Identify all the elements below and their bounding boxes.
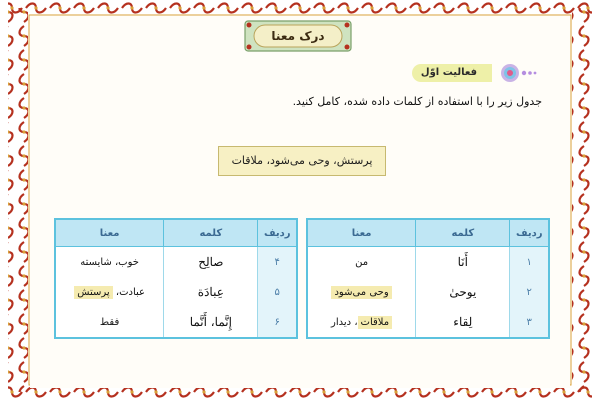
- word-cell: أَنَا: [416, 247, 510, 278]
- table-header-row: [307, 219, 549, 247]
- word-bank-text: پرستش، وحی می‌شود، ملاقات: [231, 154, 373, 167]
- table-header-row: [55, 219, 297, 247]
- instruction-text: جدول زیر را با استفاده از کلمات داده شده، کامل کنید.: [292, 95, 542, 108]
- row-number: ۶: [258, 307, 297, 338]
- row-number: ۴: [258, 247, 297, 278]
- activity-header: [412, 62, 542, 84]
- table-row: [55, 247, 297, 278]
- header-kalame: کلمه: [164, 219, 258, 247]
- meaning-cell: [307, 307, 416, 338]
- row-number: ۳: [510, 307, 549, 338]
- row-number: ۲: [510, 277, 549, 307]
- meaning-cell: [307, 247, 416, 278]
- word-cell: إِنَّما، أَنَّما: [164, 307, 258, 338]
- word-cell: یوحیٰ: [416, 277, 510, 307]
- meaning-text: فقط: [99, 316, 120, 328]
- meaning-cell: [307, 277, 416, 307]
- header-mana: معنا: [55, 219, 164, 247]
- meaning-text: خوب، شایسته: [80, 256, 139, 268]
- header-radif: ردیف: [510, 219, 549, 247]
- table-row: [307, 307, 549, 338]
- meaning-cell: [55, 277, 164, 307]
- meaning-cell: [55, 247, 164, 278]
- meaning-text: ، دیدار: [331, 316, 358, 328]
- row-number: ۵: [258, 277, 297, 307]
- meaning-cell: [55, 307, 164, 338]
- flower-icon: [496, 62, 542, 84]
- vocab-table-right: [306, 218, 550, 339]
- word-cell: لِقاء: [416, 307, 510, 338]
- row-number: ۱: [510, 247, 549, 278]
- vocab-table-left: [54, 218, 298, 339]
- answer-fill: ملاقات: [358, 316, 393, 329]
- word-bank-box: [218, 146, 386, 176]
- table-row: [307, 277, 549, 307]
- section-title-badge: [244, 20, 352, 52]
- word-cell: عِبادَة: [164, 277, 258, 307]
- table-row: [307, 247, 549, 278]
- meaning-text: من: [355, 256, 369, 268]
- header-radif: ردیف: [258, 219, 297, 247]
- table-row: [55, 307, 297, 338]
- header-mana: معنا: [307, 219, 416, 247]
- answer-fill: پرستش: [74, 286, 112, 299]
- table-row: [55, 277, 297, 307]
- header-kalame: کلمه: [416, 219, 510, 247]
- meaning-text: عبادت،: [115, 286, 145, 298]
- word-cell: صالِح: [164, 247, 258, 278]
- answer-fill: وحی می‌شود: [331, 286, 391, 299]
- activity-label: فعالیت اوّل: [420, 67, 478, 78]
- section-title: درک معنا: [271, 29, 325, 43]
